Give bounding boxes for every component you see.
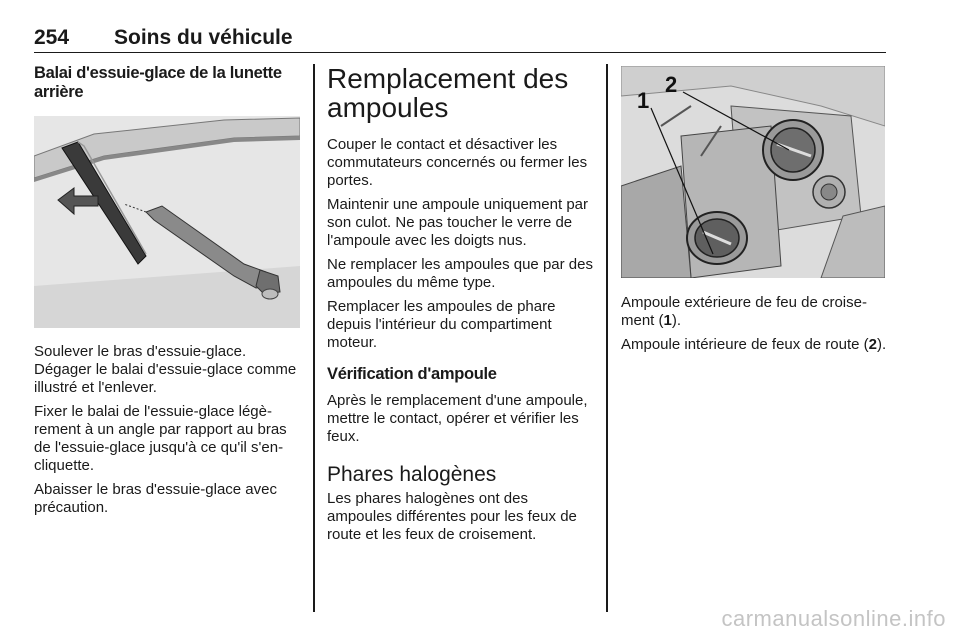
- column-halogen: [621, 64, 887, 354]
- paragraph-text: Ampoule extérieure de feu de croisement (: [621, 294, 867, 329]
- section-title: Remplacement des ampoules: [327, 63, 569, 123]
- watermark: carmanualsonline.info: [721, 606, 946, 631]
- paragraph: Après le remplacement d'une ampoule, mettre le contact, opérer et vérifier les feux.: [327, 392, 588, 445]
- wiper-drawing: [34, 116, 300, 328]
- paragraph: Maintenir une ampoule uniquement par son culot. Ne pas toucher le verre de l'ampoule avec les doigts nus.: [327, 196, 588, 249]
- paragraph: Fixer le balai de l'essuie-glace légèrement à un angle par rapport au bras de l'essuie-glace jusqu'à ce qu'il s'encliquette.: [34, 403, 287, 474]
- paragraph: Couper le contact et désactiver les commutateurs concernés ou fermer les portes.: [327, 136, 588, 189]
- paragraph: Abaisser le bras d'essuie-glace avec précaution.: [34, 481, 277, 516]
- subsection-title: Phares halogènes: [327, 463, 497, 486]
- callout-1: 1: [637, 88, 650, 113]
- paragraph: Ne remplacer les ampoules que par des ampoules du même type.: [327, 256, 593, 291]
- callout-ref: 1: [663, 312, 672, 329]
- section-title: Balai d'essuie-glace de la lunette arrière: [34, 64, 282, 101]
- headlamp-illustration: [621, 66, 885, 278]
- paragraph: [621, 294, 887, 330]
- engine-bay-drawing: [621, 66, 885, 278]
- column-bulbs: [327, 64, 595, 544]
- paragraph: [621, 336, 887, 354]
- paragraph-text: Ampoule intérieure de feux de route (: [621, 336, 869, 353]
- page-header: [34, 26, 886, 53]
- column-divider: [313, 64, 315, 612]
- paragraph: Soulever le bras d'essuie-glace. Dégager le balai d'essuie-glace comme illustré et l'enlever.: [34, 343, 297, 396]
- paragraph-text: ).: [877, 336, 887, 353]
- callout-2: 2: [665, 72, 678, 97]
- callout-ref: 2: [868, 336, 877, 353]
- chapter-title: Soins du véhicule: [114, 26, 293, 49]
- paragraph: Remplacer les ampoules de phare depuis l'intérieur du compartiment moteur.: [327, 298, 556, 351]
- wiper-illustration: [34, 116, 300, 328]
- column-divider: [606, 64, 608, 612]
- column-wiper: [34, 64, 300, 517]
- page-number: 254: [34, 26, 70, 49]
- subsection-title: Vérification d'ampoule: [327, 365, 497, 383]
- paragraph-text: ).: [671, 312, 682, 329]
- paragraph: Les phares halogènes ont des ampoules différentes pour les feux de route et les feux de croisement.: [327, 490, 577, 543]
